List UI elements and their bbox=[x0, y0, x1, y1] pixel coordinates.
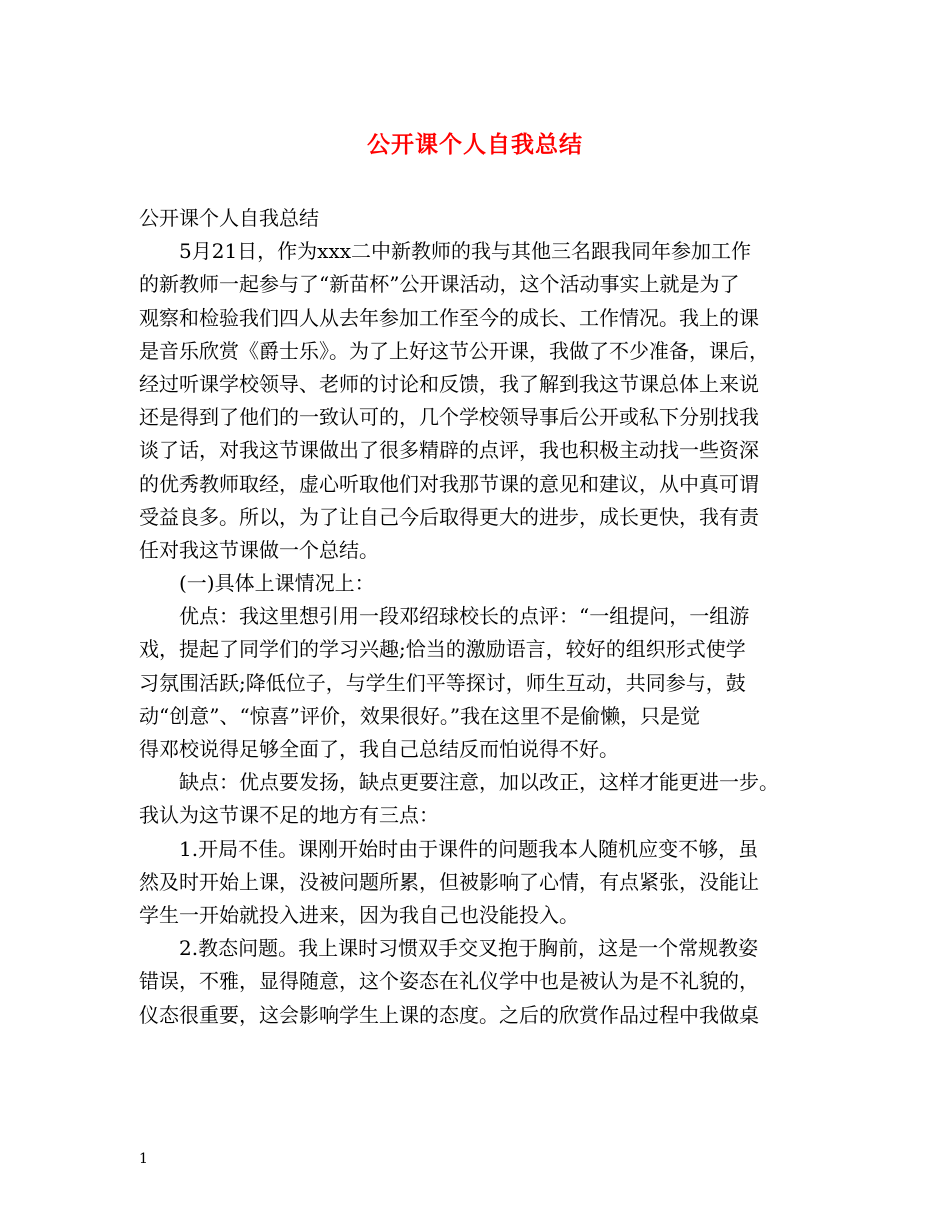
text-line: 经过听课学校领导、老师的讨论和反馈，我了解到我这节课总体上来说 bbox=[139, 371, 759, 396]
text-line: 公开课个人自我总结 bbox=[139, 206, 319, 230]
text-line: 2.教态问题。我上课时习惯双手交叉抱于胸前，这是一个常规教姿 bbox=[139, 936, 759, 961]
text-line: 的新教师一起参与了“新苗杯”公开课活动，这个活动事实上就是为了 bbox=[139, 272, 740, 297]
text-line: 错误，不雅，显得随意，这个姿态在礼仪学中也是被认为是不礼貌的， bbox=[139, 969, 759, 994]
text-line: 动“创意”、“惊喜”评价，效果很好。”我在这里不是偷懒，只是觉 bbox=[139, 703, 701, 728]
text-line: 戏，提起了同学们的学习兴趣;恰当的激励语言，较好的组织形式使学 bbox=[139, 637, 746, 662]
text-line: 得邓校说得足够全面了，我自己总结反而怕说得不好。 bbox=[139, 737, 619, 761]
text-line: 然及时开始上课，没被问题所累，但被影响了心情，有点紧张，没能让 bbox=[139, 869, 759, 894]
document-title: 公开课个人自我总结 bbox=[367, 131, 583, 158]
text-line: 缺点：优点要发扬，缺点更要注意，加以改正，这样才能更进一步。 bbox=[139, 770, 779, 795]
text-line: 的优秀教师取经，虚心听取他们对我那节课的意见和建议，从中真可谓 bbox=[139, 471, 759, 496]
text-line: 谈了话，对我这节课做出了很多精辟的点评，我也积极主动找一些资深 bbox=[139, 438, 759, 463]
text-line: (一)具体上课情况上： bbox=[139, 571, 375, 596]
text-line: 观察和检验我们四人从去年参加工作至今的成长、工作情况。我上的课 bbox=[139, 305, 759, 330]
text-line: 任对我这节课做一个总结。 bbox=[139, 537, 379, 562]
document-body bbox=[139, 202, 829, 1032]
text-line: 学生一开始就投入进来，因为我自己也没能投入。 bbox=[139, 902, 579, 927]
text-line: 仪态很重要，这会影响学生上课的态度。之后的欣赏作品过程中我做桌 bbox=[139, 1002, 759, 1027]
text-line: 受益良多。所以，为了让自己今后取得更大的进步，成长更快，我有责 bbox=[139, 504, 759, 529]
text-line: 是音乐欣赏《爵士乐》。为了上好这节公开课，我做了不少准备，课后， bbox=[139, 338, 769, 363]
page-number: 1 bbox=[139, 1151, 148, 1167]
text-line: 1.开局不佳。课刚开始时由于课件的问题我本人随机应变不够，虽 bbox=[139, 836, 759, 861]
text-line: 优点：我这里想引用一段邓绍球校长的点评：“一组提问，一组游 bbox=[139, 604, 750, 629]
text-line: 还是得到了他们的一致认可的，几个学校领导事后公开或私下分别找我 bbox=[139, 405, 759, 430]
text-line: 习氛围活跃;降低位子，与学生们平等探讨，师生互动，共同参与，鼓 bbox=[139, 670, 746, 695]
text-line: 5月21日，作为xxx二中新教师的我与其他三名跟我同年参加工作 bbox=[139, 239, 752, 264]
text-line: 我认为这节课不足的地方有三点： bbox=[139, 803, 439, 828]
